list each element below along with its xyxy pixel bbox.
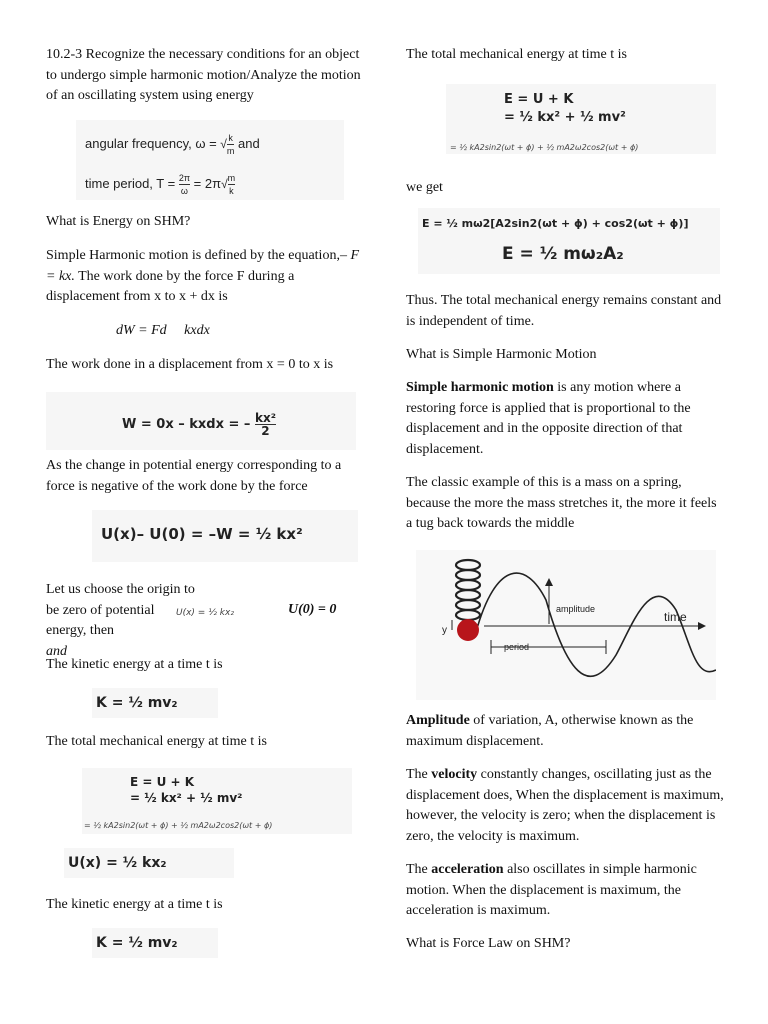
classic-example-text: The classic example of this is a mass on a spring, because the more the mass stretches it, the more it feels a tug back towards the middle (406, 475, 717, 531)
shm-definition-right: Simple harmonic motion is any motion where a restoring force is applied that is proportional to the displacement and in the opposite direction of that displacement. (406, 380, 691, 457)
formula-image-frequency-period (76, 120, 344, 200)
heading-energy-shm: What is Energy on SHM? (46, 214, 191, 229)
dw-equation: dW = Fd kxdx (116, 323, 210, 338)
heading-what-is-shm: What is Simple Harmonic Motion (406, 347, 597, 362)
shm-definition-paragraph: Simple Harmonic motion is defined by the equation,– F = kx. The work done by the force F during a displacement from x to x + dx is (46, 248, 360, 304)
origin-text: Let us choose the origin to be zero of potential energy, then and (46, 582, 195, 659)
shm-spring-diagram (416, 550, 716, 700)
total-energy-equation-right: E = U + K = ½ kx² + ½ mv² = ½ kA2sin2(ωt + ϕ) + ½ mA2ω2cos2(ωt + ϕ) (446, 84, 716, 154)
amplitude-paragraph: Amplitude of variation, A, otherwise known as the maximum displacement. (406, 713, 694, 749)
kinetic-energy-equation-2: K = ½ mv₂ (92, 928, 218, 958)
total-energy-text-left: The total mechanical energy at time t is (46, 734, 267, 749)
acceleration-paragraph: The acceleration also oscillates in simple harmonic motion. When the displacement is maximum, the acceleration is maximum. (406, 862, 697, 918)
work-displacement-text: The work done in a displacement from x = 0 to x is (46, 357, 334, 372)
velocity-paragraph: The velocity constantly changes, oscillating just as the displacement does, When the displacement is maximum, however, the velocity is zero; when the displacement is zero, the velocity is maximum. (406, 767, 724, 844)
total-energy-equation-left: E = U + K = ½ kx² + ½ mv² = ½ kA2sin2(ωt + ϕ) + ½ mA2ω2cos2(ωt + ϕ) (82, 768, 352, 834)
total-energy-text-right: The total mechanical energy at time t is (406, 47, 627, 62)
origin-ux-formula: U(x) = ½ kx₂ (176, 608, 234, 618)
heading-force-law: What is Force Law on SHM? (406, 936, 571, 951)
potential-energy-text: As the change in potential energy corresponding to a force is negative of the work done by the force (46, 458, 342, 494)
work-equation-image: W = 0x – kxdx = – $\frac{\text{kx²}}{2}$ (46, 392, 356, 450)
we-get-text: we get (406, 180, 443, 195)
amplitude-label: amplitude (556, 604, 596, 614)
time-period-formula: time period, T = $\frac{2\pi}{\omega}$ = 2π√ $\frac{m}{k}$ (85, 173, 236, 196)
intro-paragraph: 10.2-3 Recognize the necessary conditions for an object to undergo simple harmonic motion/Analyze the motion of an oscillating system using energy (46, 47, 361, 103)
origin-u0: U(0) = 0 (288, 602, 337, 617)
mass-ball (457, 619, 479, 641)
angular-frequency-formula: angular frequency, ω = √ $\frac{k}{m}$ and (85, 133, 260, 156)
period-label: period (504, 642, 530, 652)
energy-derivation-equation: E = ½ mω2[A2sin2(ωt + ϕ) + cos2(ωt + ϕ)] E = ½ mω₂A₂ (418, 208, 720, 274)
kinetic-energy-equation-1: K = ½ mv₂ (92, 688, 218, 718)
energy-constant-text: Thus. The total mechanical energy remains constant and is independent of time. (406, 293, 722, 329)
potential-energy-formula-ux: U(x) = ½ kx₂ (64, 848, 234, 878)
y-label: y (442, 625, 447, 636)
time-label: time (664, 610, 687, 624)
potential-energy-equation: U(x)– U(0) = –W = ½ kx² (92, 510, 358, 562)
kinetic-energy-text-1: The kinetic energy at a time t is (46, 657, 223, 672)
kinetic-energy-text-2: The kinetic energy at a time t is (46, 897, 223, 912)
